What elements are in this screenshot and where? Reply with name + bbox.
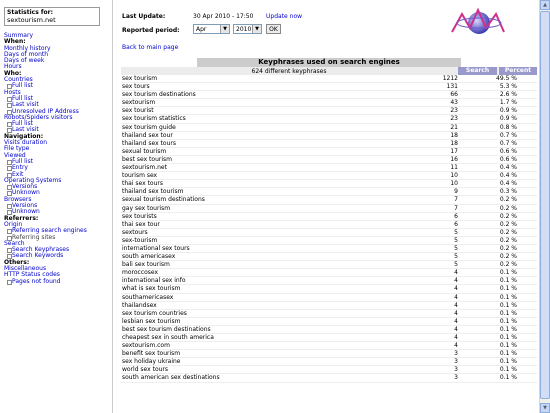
percent-cell: 0.1 % xyxy=(499,309,517,317)
site-name: sextourism.net xyxy=(7,16,56,24)
sidebar-subitem[interactable]: Pages not found xyxy=(4,279,112,285)
keyphrases-header-row xyxy=(121,67,537,75)
table-row xyxy=(121,164,537,172)
search-count-cell: 4 xyxy=(454,277,458,285)
keyphrase-cell: thailand sex tourism xyxy=(122,188,184,196)
reported-period-label: Reported period: xyxy=(122,27,180,34)
keyphrase-cell: sex tourism destinations xyxy=(122,91,196,99)
table-row xyxy=(121,107,537,115)
sidebar-subitem[interactable]: Referring sites xyxy=(4,235,112,241)
awstats-logo-icon xyxy=(450,6,506,40)
table-row xyxy=(121,196,537,204)
sidebar-item[interactable]: Origin xyxy=(4,220,23,228)
search-count-cell: 1212 xyxy=(442,75,458,82)
table-row xyxy=(121,99,537,107)
sidebar-item[interactable]: Countries xyxy=(4,76,33,84)
sidebar-subitem[interactable]: Referring search engines xyxy=(4,228,112,234)
sidebar-item[interactable]: Robots/Spiders visitors xyxy=(4,113,73,121)
search-count-cell: 21 xyxy=(450,123,458,131)
table-row xyxy=(121,188,537,196)
sidebar-subitem[interactable]: Last visit xyxy=(4,102,112,108)
sidebar-subitem[interactable]: Full list xyxy=(4,83,112,89)
search-count-cell: 7 xyxy=(454,204,458,212)
table-row xyxy=(121,358,537,366)
table-row xyxy=(121,75,537,83)
search-count-cell: 4 xyxy=(454,334,458,341)
keyphrase-cell: southamericasex xyxy=(122,293,174,301)
percent-cell: 0.2 % xyxy=(499,228,517,236)
percent-cell: 0.2 % xyxy=(499,212,517,220)
percent-cell: 0.1 % xyxy=(499,366,517,374)
keyphrase-cell: sexual tourism xyxy=(122,147,167,155)
sidebar-item[interactable]: Days of month xyxy=(4,50,49,58)
table-row xyxy=(121,269,537,277)
table-row xyxy=(121,229,537,237)
menu-section-heading: Who: xyxy=(4,69,22,77)
table-row xyxy=(121,91,537,99)
percent-cell: 0.4 % xyxy=(499,180,517,188)
keyphrases-table xyxy=(121,58,537,383)
table-row xyxy=(121,366,537,374)
search-count-cell: 9 xyxy=(454,188,458,196)
table-row xyxy=(121,285,537,293)
sidebar-item[interactable]: Visits duration xyxy=(4,139,48,147)
search-count-cell: 4 xyxy=(454,342,458,350)
search-count-cell: 18 xyxy=(450,139,458,147)
percent-cell: 0.2 % xyxy=(499,196,517,204)
search-count-cell: 3 xyxy=(454,350,458,358)
percent-cell: 0.1 % xyxy=(499,293,517,301)
search-count-cell: 4 xyxy=(454,269,458,277)
keyphrase-cell: thai sex tour xyxy=(122,220,160,228)
keyphrase-cell: sextourism xyxy=(122,99,156,107)
percent-cell: 0.1 % xyxy=(499,325,517,333)
stats-box xyxy=(4,7,100,26)
search-count-cell: 6 xyxy=(454,212,458,220)
percent-cell: 0.1 % xyxy=(499,350,517,358)
chevron-down-icon: ▼ xyxy=(220,25,229,33)
sidebar-item[interactable]: HTTP Status codes xyxy=(4,271,60,279)
year-select-value: 2010 xyxy=(236,26,252,33)
chevron-down-icon: ▼ xyxy=(252,25,261,33)
search-count-cell: 10 xyxy=(450,180,458,188)
table-row xyxy=(121,180,537,188)
search-count-cell: 66 xyxy=(450,91,458,99)
keyphrase-cell: thailand sex tours xyxy=(122,139,176,147)
percent-cell: 0.2 % xyxy=(499,253,517,261)
search-count-cell: 3 xyxy=(454,374,458,382)
percent-column-header: Percent xyxy=(499,67,537,75)
search-count-cell: 17 xyxy=(450,147,458,155)
sidebar xyxy=(0,0,113,413)
sidebar-subitem[interactable]: Unknown xyxy=(4,190,112,196)
percent-cell: 5.3 % xyxy=(499,83,517,91)
keyphrase-cell: best sex tourism xyxy=(122,155,172,163)
table-row xyxy=(121,302,537,310)
table-row xyxy=(121,277,537,285)
table-row xyxy=(121,326,537,334)
table-row xyxy=(121,172,537,180)
search-count-cell: 11 xyxy=(450,164,458,172)
table-row xyxy=(121,318,537,326)
keyphrase-cell: sextourism.net xyxy=(122,164,167,172)
menu-section-heading: When: xyxy=(4,38,26,46)
sidebar-subitem[interactable]: Full list xyxy=(4,96,112,102)
search-count-cell: 4 xyxy=(454,285,458,293)
keyphrase-cell: south american sex destinations xyxy=(122,374,220,382)
keyphrase-cell: sex tourism statistics xyxy=(122,115,186,123)
scrollbar-thumb[interactable] xyxy=(540,11,550,399)
search-count-cell: 4 xyxy=(454,301,458,309)
keyphrase-cell: tourism sex xyxy=(122,172,158,180)
search-count-cell: 5 xyxy=(454,228,458,236)
keyphrase-cell: sex tourists xyxy=(122,212,157,220)
keyphrase-cell: international sex info xyxy=(122,277,186,285)
percent-cell: 0.1 % xyxy=(499,334,517,341)
keyphrase-cell: world sex tours xyxy=(122,366,169,374)
keyphrase-cell: lesbian sex tourism xyxy=(122,317,181,325)
percent-cell: 49.5 % xyxy=(496,75,517,82)
table-row xyxy=(121,213,537,221)
keyphrase-cell: bali sex tourism xyxy=(122,261,170,269)
keyphrase-cell: thailand sex tour xyxy=(122,131,173,139)
percent-cell: 0.9 % xyxy=(499,107,517,115)
percent-cell: 0.6 % xyxy=(499,155,517,163)
sidebar-subitem[interactable]: Unknown xyxy=(4,209,112,215)
percent-cell: 0.2 % xyxy=(499,204,517,212)
percent-cell: 0.1 % xyxy=(499,285,517,293)
percent-cell: 0.2 % xyxy=(499,244,517,252)
keyphrases-rows xyxy=(121,75,537,383)
sidebar-item[interactable]: Miscellaneous xyxy=(4,264,47,272)
table-row xyxy=(121,334,537,342)
sidebar-subitem[interactable]: Search Keywords xyxy=(4,253,112,259)
table-row xyxy=(121,374,537,382)
keyphrase-cell: thailandsex xyxy=(122,301,157,309)
percent-cell: 0.3 % xyxy=(499,188,517,196)
sidebar-item[interactable]: File type xyxy=(4,145,30,153)
percent-cell: 0.4 % xyxy=(499,164,517,172)
keyphrase-cell: what is sex tourism xyxy=(122,285,181,293)
keyphrases-title: Keyphrases used on search engines xyxy=(197,58,461,67)
search-count-cell: 16 xyxy=(450,155,458,163)
search-count-cell: 4 xyxy=(454,293,458,301)
sidebar-item[interactable]: Browsers xyxy=(4,195,32,203)
percent-cell: 0.9 % xyxy=(499,115,517,123)
table-row xyxy=(121,310,537,318)
percent-cell: 0.2 % xyxy=(499,236,517,244)
table-row xyxy=(121,132,537,140)
search-count-cell: 131 xyxy=(446,83,458,91)
table-row xyxy=(121,140,537,148)
sidebar-item[interactable]: Hours xyxy=(4,63,22,71)
keyphrase-cell: sextourism.com xyxy=(122,342,170,350)
search-count-cell: 18 xyxy=(450,131,458,139)
table-row xyxy=(121,115,537,123)
keyphrase-cell: south americasex xyxy=(122,253,176,261)
keyphrase-cell: sex tourism countries xyxy=(122,309,187,317)
search-count-cell: 3 xyxy=(454,358,458,366)
percent-cell: 0.2 % xyxy=(499,220,517,228)
search-count-cell: 5 xyxy=(454,253,458,261)
keyphrase-cell: benefit sex tourism xyxy=(122,350,181,358)
keyphrase-cell: sex tours xyxy=(122,83,150,91)
keyphrase-cell: best sex tourism destinations xyxy=(122,325,211,333)
keyphrase-cell: sexual tourism destinations xyxy=(122,196,205,204)
percent-cell: 0.1 % xyxy=(499,269,517,277)
menu-section-heading: Others: xyxy=(4,258,30,266)
table-row xyxy=(121,124,537,132)
search-count-cell: 4 xyxy=(454,317,458,325)
sidebar-subitem[interactable]: Versions xyxy=(4,203,112,209)
keyphrase-cell: international sex tours xyxy=(122,244,190,252)
sidebar-subitem[interactable]: Unresolved IP Address xyxy=(4,109,112,115)
search-column-header: Search xyxy=(458,67,497,75)
percent-cell: 0.1 % xyxy=(499,342,517,350)
keyphrase-cell: sex tourism xyxy=(122,75,158,82)
last-update-value: 30 Apr 2010 - 17:50 xyxy=(193,13,254,20)
sidebar-subitem[interactable]: Search Keyphrases xyxy=(4,247,112,253)
sidebar-subitem[interactable]: Last visit xyxy=(4,127,112,133)
percent-cell: 2.6 % xyxy=(499,91,517,99)
search-count-cell: 4 xyxy=(454,309,458,317)
menu-section-heading: Referrers: xyxy=(4,214,39,222)
percent-cell: 0.1 % xyxy=(499,301,517,309)
search-count-cell: 5 xyxy=(454,236,458,244)
month-select[interactable] xyxy=(193,24,230,34)
back-to-main-link[interactable]: Back to main page xyxy=(122,44,179,51)
vertical-scrollbar[interactable] xyxy=(539,0,550,413)
percent-cell: 0.1 % xyxy=(499,317,517,325)
search-count-cell: 5 xyxy=(454,244,458,252)
keyphrase-cell: sex tourist xyxy=(122,107,154,115)
percent-cell: 0.7 % xyxy=(499,139,517,147)
sidebar-subitem[interactable]: Exit xyxy=(4,172,112,178)
percent-cell: 0.4 % xyxy=(499,172,517,180)
sidebar-menu xyxy=(4,33,112,285)
table-row xyxy=(121,294,537,302)
percent-cell: 1.7 % xyxy=(499,99,517,107)
keyphrase-cell: sex tourism guide xyxy=(122,123,176,131)
percent-cell: 0.2 % xyxy=(499,261,517,269)
percent-cell: 0.1 % xyxy=(499,358,517,366)
search-count-cell: 6 xyxy=(454,220,458,228)
sidebar-item[interactable]: Monthly history xyxy=(4,44,51,52)
search-count-cell: 10 xyxy=(450,172,458,180)
menu-section-heading: Navigation: xyxy=(4,132,44,140)
percent-cell: 0.1 % xyxy=(499,277,517,285)
search-count-cell: 4 xyxy=(454,325,458,333)
ok-button[interactable]: OK xyxy=(266,24,281,34)
year-select[interactable] xyxy=(233,24,262,34)
table-row xyxy=(121,350,537,358)
stats-label: Statistics for: xyxy=(7,9,53,16)
percent-cell: 0.7 % xyxy=(499,131,517,139)
search-count-cell: 23 xyxy=(450,107,458,115)
table-row xyxy=(121,245,537,253)
keyphrase-cell: sextours xyxy=(122,228,148,236)
search-count-cell: 7 xyxy=(454,196,458,204)
sidebar-item[interactable]: Operating Systems xyxy=(4,176,62,184)
percent-cell: 0.1 % xyxy=(499,374,517,382)
table-row xyxy=(121,237,537,245)
table-row xyxy=(121,205,537,213)
update-now-link[interactable]: Update now xyxy=(266,13,303,20)
table-row xyxy=(121,261,537,269)
keyphrase-cell: gay sex tourism xyxy=(122,204,171,212)
keyphrase-cell: sex holiday ukraine xyxy=(122,358,181,366)
percent-cell: 0.6 % xyxy=(499,147,517,155)
keyphrase-cell: sex-tourism xyxy=(122,236,158,244)
table-row xyxy=(121,148,537,156)
sidebar-subitem[interactable]: Full list xyxy=(4,159,112,165)
sidebar-subitem[interactable]: Entry xyxy=(4,165,112,171)
sidebar-item[interactable]: Viewed xyxy=(4,151,26,159)
sidebar-subitem[interactable]: Versions xyxy=(4,184,112,190)
search-count-cell: 3 xyxy=(454,366,458,374)
scroll-up-icon[interactable]: ▲ xyxy=(540,0,550,10)
table-row xyxy=(121,83,537,91)
keyphrase-cell: thai sex tours xyxy=(122,180,163,188)
month-select-value: Apr xyxy=(196,26,207,33)
table-row xyxy=(121,342,537,350)
sidebar-item[interactable]: Hosts xyxy=(4,88,21,96)
keyphrase-cell: cheapest sex in south america xyxy=(122,334,214,341)
sidebar-item[interactable]: Search xyxy=(4,239,25,247)
last-update-label: Last Update: xyxy=(122,13,166,20)
search-count-cell: 43 xyxy=(450,99,458,107)
table-row xyxy=(121,253,537,261)
sidebar-item[interactable]: Summary xyxy=(4,32,33,39)
percent-cell: 0.8 % xyxy=(499,123,517,131)
table-row xyxy=(121,221,537,229)
keyphrase-count: 624 different keyphrases xyxy=(251,68,327,75)
sidebar-subitem[interactable]: Full list xyxy=(4,121,112,127)
main-content xyxy=(113,0,539,413)
scroll-down-icon[interactable]: ▼ xyxy=(540,403,550,413)
table-row xyxy=(121,156,537,164)
sidebar-item[interactable]: Days of week xyxy=(4,57,45,65)
keyphrase-cell: moroccosex xyxy=(122,269,159,277)
search-count-cell: 23 xyxy=(450,115,458,123)
search-count-cell: 5 xyxy=(454,261,458,269)
